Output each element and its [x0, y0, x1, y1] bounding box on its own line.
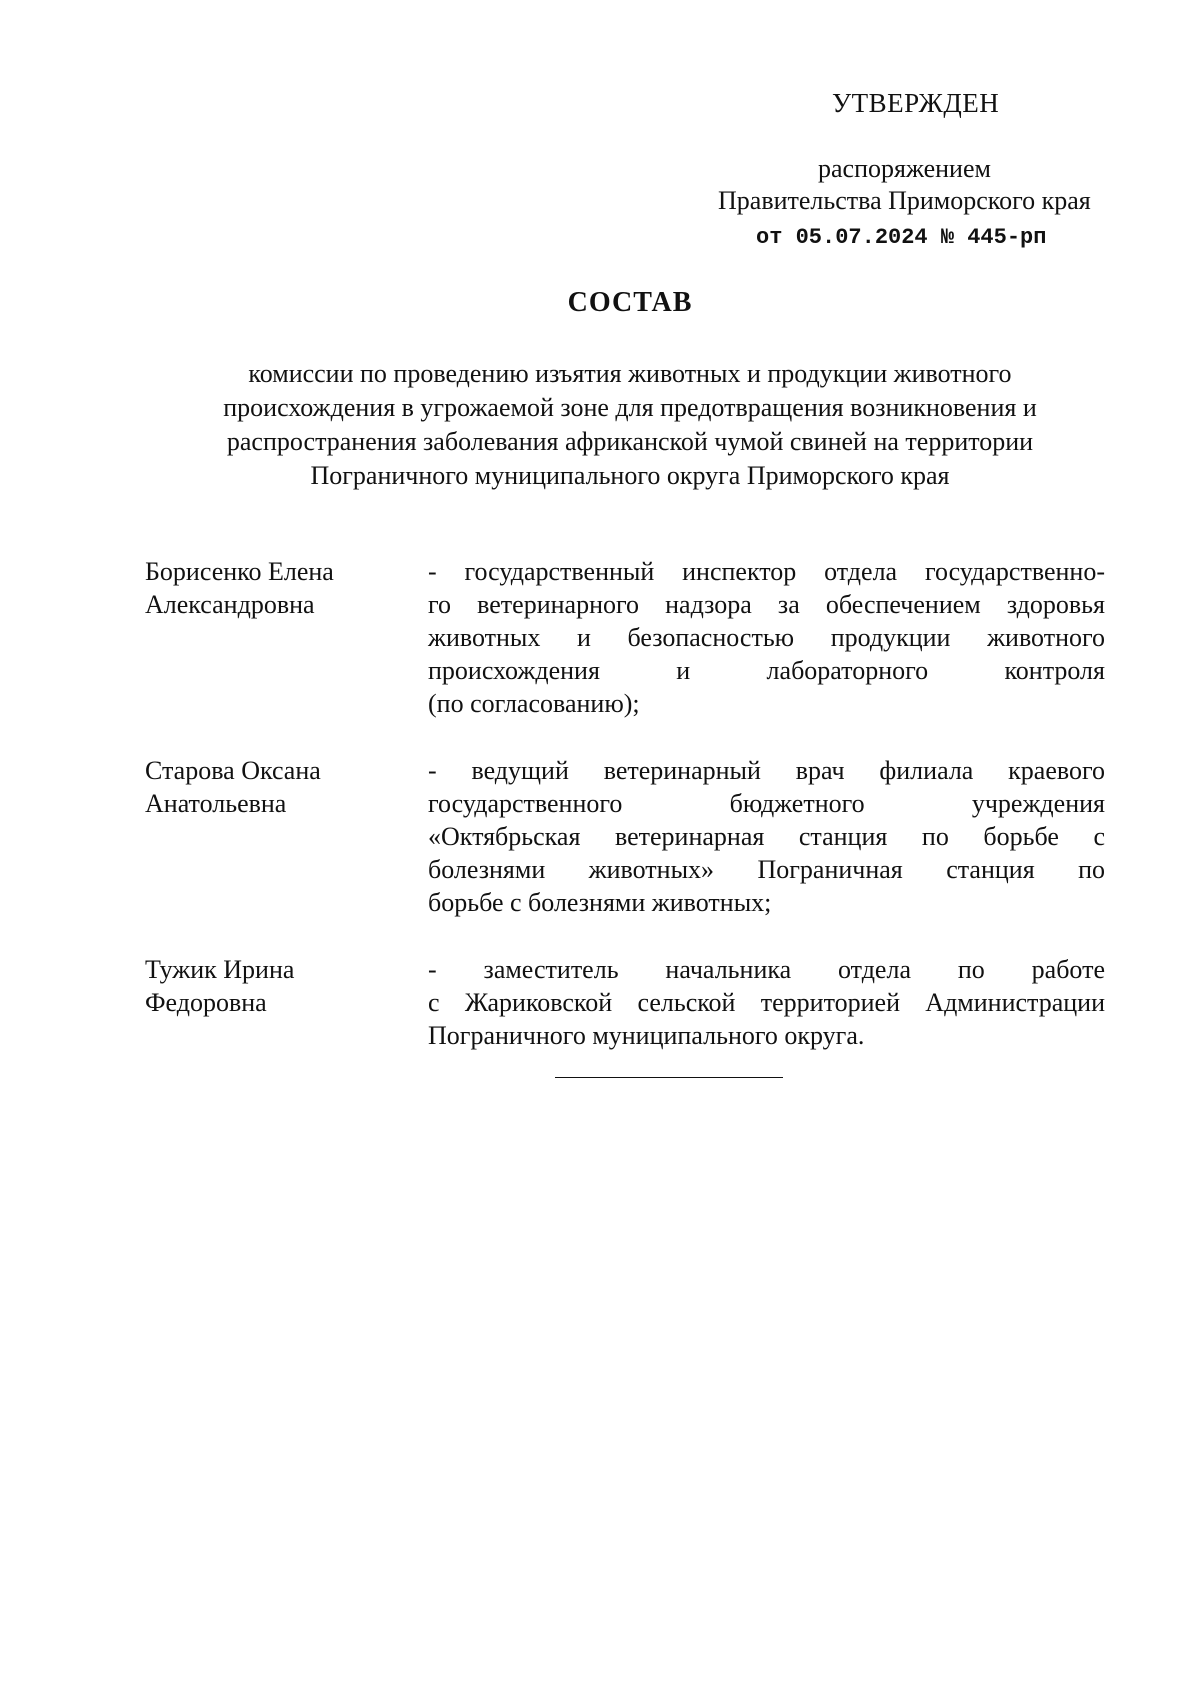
member-name-line: Тужик Ирина	[145, 955, 295, 984]
member-role-line: борьбе с болезнями животных;	[428, 888, 772, 917]
subtitle-line: Пограничного муниципального округа Приморского края	[310, 461, 950, 490]
member-role-line: с Жариковской сельской территорией Администрации	[428, 988, 1105, 1017]
member-name	[145, 555, 428, 720]
member-role-line: Пограничного муниципального округа.	[428, 1021, 865, 1050]
document-title: СОСТАВ	[567, 287, 693, 318]
approval-heading: УТВЕРЖДЕН	[832, 88, 1000, 118]
member-name-line: Александровна	[145, 590, 315, 619]
approval-date-number: от 05.07.2024 № 445-рп	[756, 225, 1047, 250]
member-list	[145, 555, 1105, 1086]
member-role-line: «Октябрьская ветеринарная станция по борьбе с	[428, 822, 1105, 851]
member-name	[145, 953, 428, 1052]
member-role-line: болезнями животных» Пограничная станция по	[428, 855, 1105, 884]
member-role-line: - государственный инспектор отдела государственно-	[428, 557, 1105, 586]
member-row	[145, 754, 1105, 919]
member-name-line: Анатольевна	[145, 789, 287, 818]
approval-decree-label: распоряжением	[818, 154, 991, 183]
member-role-line: - ведущий ветеринарный врач филиала краевого	[428, 756, 1105, 785]
member-row	[145, 953, 1105, 1052]
subtitle-line: происхождения в угрожаемой зоне для предотвращения возникновения и	[223, 393, 1037, 422]
approval-authority: Правительства Приморского края	[718, 186, 1091, 215]
subtitle-line: распространения заболевания африканской чумой свиней на территории	[226, 427, 1034, 456]
document-subtitle	[150, 357, 1110, 493]
member-name-line: Борисенко Елена	[145, 557, 334, 586]
member-role	[428, 555, 1105, 720]
member-role-line: (по согласованию);	[428, 689, 640, 718]
member-role	[428, 754, 1105, 919]
member-name-line: Старова Оксана	[145, 756, 321, 785]
member-role	[428, 953, 1105, 1052]
member-role-line: животных и безопасностью продукции животного	[428, 623, 1105, 652]
member-name-line: Федоровна	[145, 988, 267, 1017]
member-role-line: государственного бюджетного учреждения	[428, 789, 1105, 818]
member-role-line: - заместитель начальника отдела по работе	[428, 955, 1105, 984]
member-row	[145, 555, 1105, 720]
member-name	[145, 754, 428, 919]
closing-divider	[555, 1077, 783, 1078]
member-role-line: го ветеринарного надзора за обеспечением здоровья	[428, 590, 1105, 619]
subtitle-line: комиссии по проведению изъятия животных и продукции животного	[248, 359, 1012, 388]
member-role-line: происхождения и лабораторного контроля	[428, 656, 1105, 685]
